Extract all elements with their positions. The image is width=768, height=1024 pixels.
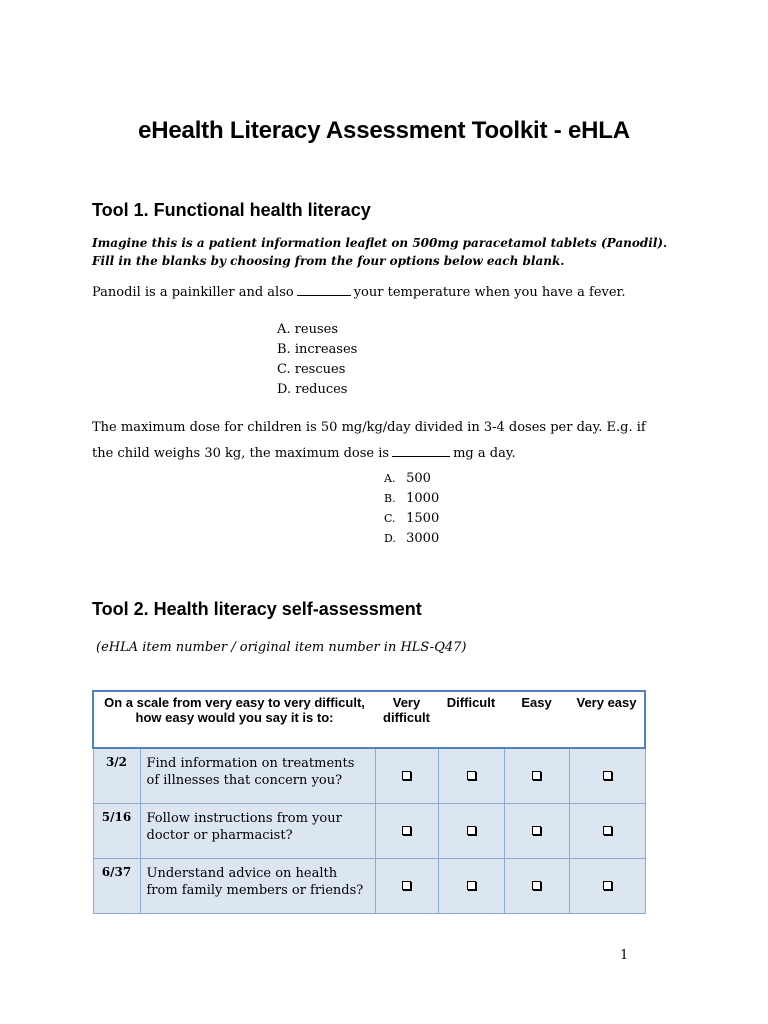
easy-cell bbox=[504, 748, 569, 804]
question-1-options bbox=[277, 320, 357, 400]
option-item bbox=[384, 489, 439, 509]
option-text: increases bbox=[294, 342, 358, 357]
checkbox[interactable] bbox=[467, 771, 476, 780]
option-item bbox=[384, 529, 439, 549]
header-very-difficult: Very difficult bbox=[375, 691, 438, 748]
tool1-instructions bbox=[92, 234, 692, 270]
option-letter: C. bbox=[277, 362, 291, 377]
easy-cell bbox=[504, 804, 569, 859]
answer-blank bbox=[297, 283, 351, 296]
item-number: 6/37 bbox=[93, 859, 140, 914]
very-difficult-cell bbox=[375, 859, 438, 914]
difficult-cell bbox=[438, 748, 504, 804]
option-letter: D. bbox=[384, 532, 396, 545]
tool2-heading: Tool 2. Health literacy self-assessment bbox=[92, 599, 422, 619]
table-header-row bbox=[93, 691, 645, 748]
option-letter: A. bbox=[277, 322, 291, 337]
option-item bbox=[277, 340, 357, 360]
question-2-after: mg a day. bbox=[453, 446, 516, 461]
question-2-text bbox=[92, 415, 692, 467]
option-item bbox=[384, 509, 439, 529]
option-letter: C. bbox=[384, 512, 396, 525]
option-text: reduces bbox=[295, 382, 348, 397]
very-easy-cell bbox=[569, 748, 645, 804]
difficult-cell bbox=[438, 804, 504, 859]
very-difficult-cell bbox=[375, 804, 438, 859]
question-1-after: your temperature when you have a fever. bbox=[353, 285, 626, 300]
header-question: On a scale from very easy to very difficult, how easy would you say it is to: bbox=[93, 691, 375, 748]
header-easy: Easy bbox=[504, 691, 569, 748]
option-letter: B. bbox=[277, 342, 291, 357]
tool1-heading: Tool 1. Functional health literacy bbox=[92, 200, 371, 220]
table-row bbox=[93, 804, 645, 859]
option-item bbox=[277, 380, 357, 400]
question-1-text bbox=[92, 280, 692, 306]
checkbox[interactable] bbox=[402, 881, 411, 890]
answer-blank bbox=[392, 444, 450, 457]
very-easy-cell bbox=[569, 804, 645, 859]
header-very-easy: Very easy bbox=[569, 691, 645, 748]
checkbox[interactable] bbox=[467, 881, 476, 890]
option-text: 1500 bbox=[406, 511, 440, 526]
checkbox[interactable] bbox=[603, 826, 612, 835]
item-question: Understand advice on health from family members or friends? bbox=[140, 859, 375, 914]
document-title: eHealth Literacy Assessment Toolkit - eHLA bbox=[138, 117, 630, 144]
option-letter: B. bbox=[384, 492, 396, 505]
very-difficult-cell bbox=[375, 748, 438, 804]
option-item bbox=[277, 360, 357, 380]
checkbox[interactable] bbox=[402, 826, 411, 835]
checkbox[interactable] bbox=[402, 771, 411, 780]
question-1-before: Panodil is a painkiller and also bbox=[92, 285, 294, 300]
option-text: rescues bbox=[294, 362, 346, 377]
question-2-line2 bbox=[92, 441, 692, 467]
instruction-line: Fill in the blanks by choosing from the four options below each blank. bbox=[92, 254, 565, 268]
page-number: 1 bbox=[620, 948, 629, 963]
very-easy-cell bbox=[569, 859, 645, 914]
option-text: 500 bbox=[406, 471, 431, 486]
table-row bbox=[93, 859, 645, 914]
checkbox[interactable] bbox=[532, 771, 541, 780]
option-text: 3000 bbox=[406, 531, 440, 546]
checkbox[interactable] bbox=[467, 826, 476, 835]
option-item bbox=[277, 320, 357, 340]
option-text: reuses bbox=[294, 322, 338, 337]
option-item bbox=[384, 469, 439, 489]
difficult-cell bbox=[438, 859, 504, 914]
item-number-note: (eHLA item number / original item number in HLS-Q47) bbox=[96, 640, 467, 655]
item-number: 5/16 bbox=[93, 804, 140, 859]
item-question: Follow instructions from your doctor or pharmacist? bbox=[140, 804, 375, 859]
header-difficult: Difficult bbox=[438, 691, 504, 748]
instruction-line: Imagine this is a patient information leaflet on 500mg paracetamol tablets (Panodil). bbox=[92, 236, 668, 250]
question-2-before: the child weighs 30 kg, the maximum dose is bbox=[92, 446, 390, 461]
checkbox[interactable] bbox=[532, 826, 541, 835]
option-text: 1000 bbox=[406, 491, 440, 506]
option-letter: A. bbox=[384, 472, 396, 485]
option-letter: D. bbox=[277, 382, 292, 397]
checkbox[interactable] bbox=[532, 881, 541, 890]
easy-cell bbox=[504, 859, 569, 914]
question-2-options bbox=[384, 469, 439, 549]
checkbox[interactable] bbox=[603, 771, 612, 780]
item-number: 3/2 bbox=[93, 748, 140, 804]
question-2-line1: The maximum dose for children is 50 mg/kg/day divided in 3-4 doses per day. E.g. if bbox=[92, 420, 646, 435]
table-row bbox=[93, 748, 645, 804]
item-question: Find information on treatments of illnesses that concern you? bbox=[140, 748, 375, 804]
self-assessment-table bbox=[92, 690, 646, 914]
checkbox[interactable] bbox=[603, 881, 612, 890]
